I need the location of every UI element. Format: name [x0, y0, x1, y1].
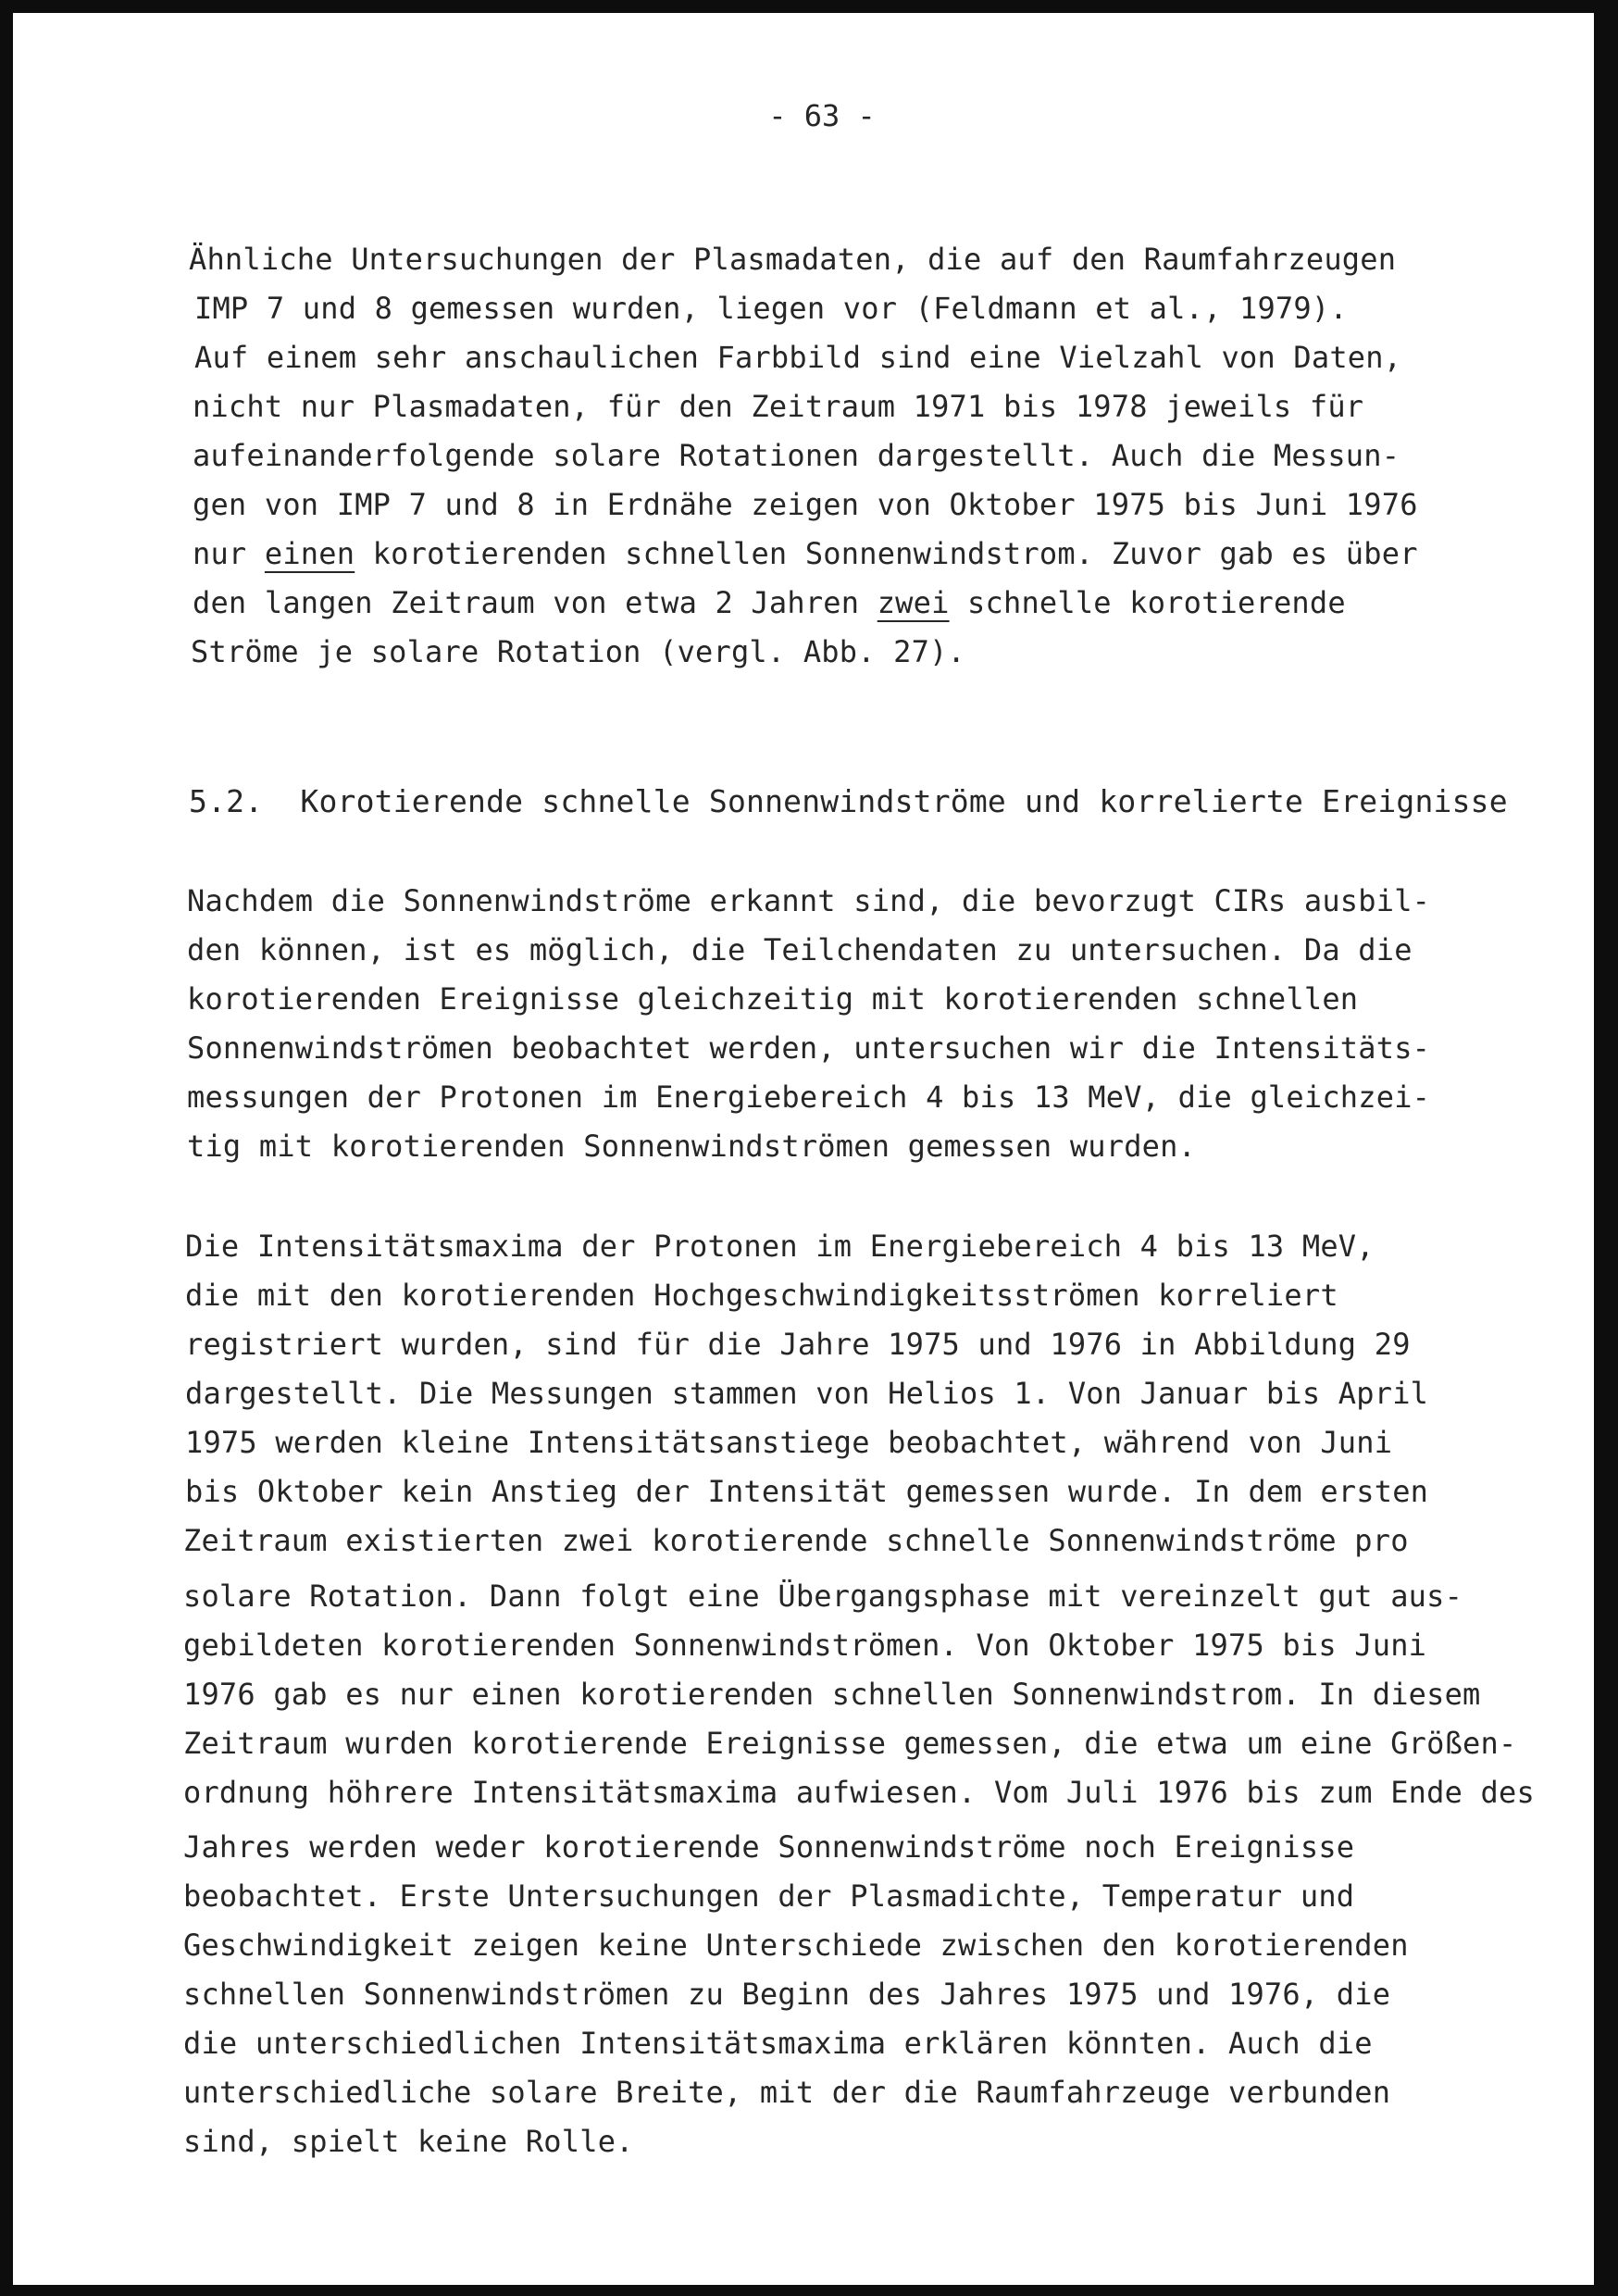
text-span: aufeinanderfolgende solare Rotationen dargestellt. Auch die Messun-: [193, 438, 1400, 473]
text-line: Geschwindigkeit zeigen keine Unterschiede zwischen den korotierenden: [183, 1928, 1409, 1963]
text-line: Zeitraum existierten zwei korotierende schnelle Sonnenwindströme pro: [183, 1523, 1409, 1558]
text-line: den können, ist es möglich, die Teilchendaten zu untersuchen. Da die: [187, 932, 1413, 967]
text-line: messungen der Protonen im Energiebereich 4 bis 13 MeV, die gleichzei-: [187, 1079, 1431, 1115]
text-line: [193, 389, 1363, 424]
underlined-word: einen: [264, 536, 355, 571]
text-span: Ströme je solare Rotation (vergl. Abb. 27).: [191, 634, 966, 669]
text-line: Zeitraum wurden korotierende Ereignisse gemessen, die etwa um eine Größen-: [183, 1726, 1517, 1761]
text-line: [194, 291, 1348, 326]
text-line: schnellen Sonnenwindströmen zu Beginn des Jahres 1975 und 1976, die: [183, 1977, 1391, 2012]
text-line: [194, 340, 1401, 375]
text-line: Jahres werden weder korotierende Sonnenwindströme noch Ereignisse: [183, 1829, 1355, 1865]
text-span: nicht nur Plasmadaten, für den Zeitraum 1971 bis 1978 jeweils für: [193, 389, 1364, 424]
text-span: Ähnliche Untersuchungen der Plasmadaten, die auf den Raumfahrzeugen: [189, 242, 1397, 277]
text-line: ordnung höhrere Intensitätsmaxima aufwiesen. Vom Juli 1976 bis zum Ende des: [183, 1775, 1535, 1810]
section-heading: 5.2. Korotierende schnelle Sonnenwindströme und korrelierte Ereignisse: [189, 783, 1508, 819]
text-line: Nachdem die Sonnenwindströme erkannt sind, die bevorzugt CIRs ausbil-: [187, 883, 1431, 918]
text-span: Auf einem sehr anschaulichen Farbbild sind eine Vielzahl von Daten,: [194, 340, 1402, 375]
text-line: sind, spielt keine Rolle.: [183, 2124, 634, 2159]
text-line: beobachtet. Erste Untersuchungen der Plasmadichte, Temperatur und: [183, 1878, 1355, 1914]
page-number: - 63 -: [768, 98, 876, 133]
text-span: nur: [193, 536, 265, 571]
text-line: die unterschiedlichen Intensitätsmaxima erklären könnten. Auch die: [183, 2026, 1373, 2061]
text-line: solare Rotation. Dann folgt eine Übergangsphase mit vereinzelt gut aus-: [183, 1578, 1463, 1614]
text-line: dargestellt. Die Messungen stammen von Helios 1. Von Januar bis April: [185, 1376, 1429, 1411]
text-span: den langen Zeitraum von etwa 2 Jahren: [193, 585, 877, 620]
text-span: schnelle korotierende: [949, 585, 1346, 620]
text-line: [191, 634, 965, 669]
text-line: bis Oktober kein Anstieg der Intensität gemessen wurde. In dem ersten: [185, 1474, 1429, 1509]
text-line: unterschiedliche solare Breite, mit der die Raumfahrzeuge verbunden: [183, 2075, 1391, 2110]
text-line: tig mit korotierenden Sonnenwindströmen gemessen wurden.: [187, 1129, 1197, 1164]
text-line: gebildeten korotierenden Sonnenwindströmen. Von Oktober 1975 bis Juni: [183, 1628, 1427, 1663]
text-line: [193, 438, 1400, 473]
text-line: 1976 gab es nur einen korotierenden schnellen Sonnenwindstrom. In diesem: [183, 1677, 1481, 1712]
text-line: [193, 585, 1346, 620]
text-span: korotierenden schnellen Sonnenwindstrom. Zuvor gab es über: [355, 536, 1418, 571]
text-span: gen von IMP 7 und 8 in Erdnähe zeigen von Oktober 1975 bis Juni 1976: [193, 487, 1418, 522]
text-line: registriert wurden, sind für die Jahre 1975 und 1976 in Abbildung 29: [185, 1327, 1411, 1362]
text-span: IMP 7 und 8 gemessen wurden, liegen vor (Feldmann et al., 1979).: [194, 291, 1348, 326]
text-line: die mit den korotierenden Hochgeschwindigkeitsströmen korreliert: [185, 1278, 1338, 1313]
text-line: Die Intensitätsmaxima der Protonen im Energiebereich 4 bis 13 MeV,: [185, 1229, 1375, 1264]
underlined-word: zwei: [877, 585, 950, 620]
text-line: [189, 242, 1396, 277]
text-line: Sonnenwindströmen beobachtet werden, untersuchen wir die Intensitäts-: [187, 1030, 1431, 1066]
text-line: korotierenden Ereignisse gleichzeitig mit korotierenden schnellen: [187, 981, 1359, 1017]
text-line: 1975 werden kleine Intensitätsanstiege beobachtet, während von Juni: [185, 1425, 1393, 1460]
text-line: [193, 487, 1418, 522]
text-line: [193, 536, 1418, 571]
